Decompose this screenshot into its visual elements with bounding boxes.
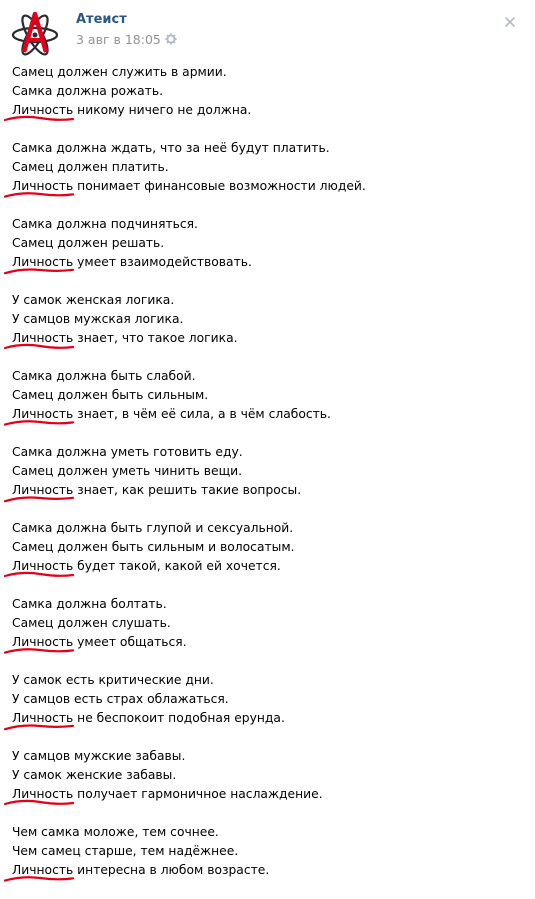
text-line: Самец должен быть сильным и волосатым.: [12, 540, 295, 554]
keyword-lichnost: [12, 253, 73, 272]
text-rest: будет такой, какой ей хочется.: [73, 559, 281, 573]
text-line-highlighted: [12, 633, 522, 652]
text-rest: умеет общаться.: [73, 635, 187, 649]
text-rest: знает, в чём её сила, а в чём слабость.: [73, 407, 331, 421]
keyword-text: Личность: [12, 179, 74, 193]
keyword-text: Личность: [12, 331, 74, 345]
text-line-highlighted: [12, 785, 522, 804]
text-line: Самка должна рожать.: [12, 84, 163, 98]
text-line-highlighted: [12, 253, 522, 272]
keyword-text: Личность: [12, 635, 74, 649]
text-line-highlighted: [12, 329, 522, 348]
text-rest: получает гармоничное наслаждение.: [73, 787, 323, 801]
stanza: [12, 291, 522, 367]
gear-icon[interactable]: [165, 33, 177, 45]
text-line: Самка должна быть глупой и сексуальной.: [12, 521, 294, 535]
post-date[interactable]: 3 авг в 18:05: [76, 31, 161, 47]
stanza: [12, 215, 522, 291]
text-line: Самец должен решать.: [12, 236, 165, 250]
red-underline-mark: [4, 797, 74, 807]
text-line: Самка должна подчиняться.: [12, 217, 198, 231]
keyword-text: Личность: [12, 787, 74, 801]
keyword-text: Личность: [12, 407, 74, 421]
keyword-lichnost: [12, 861, 73, 880]
text-line: У самок женские забавы.: [12, 768, 177, 782]
text-line-highlighted: [12, 481, 522, 500]
text-line: У самцов есть страх облажаться.: [12, 692, 229, 706]
text-line: Самка должна болтать.: [12, 597, 167, 611]
stanza: [12, 367, 522, 443]
stanza: [12, 595, 522, 671]
stanza: [12, 63, 522, 139]
post-header: [0, 0, 535, 60]
text-line: У самок женская логика.: [12, 293, 175, 307]
text-line: Самец должен быть сильным.: [12, 388, 209, 402]
keyword-text: Личность: [12, 483, 74, 497]
keyword-lichnost: [12, 329, 73, 348]
text-line: Самец должен служить в армии.: [12, 65, 227, 79]
red-underline-mark: [4, 873, 74, 883]
text-line: Чем самка моложе, тем сочнее.: [12, 825, 219, 839]
text-line-highlighted: [12, 557, 522, 576]
stanza: [12, 823, 522, 899]
stanza: [12, 747, 522, 823]
red-underline-mark: [4, 569, 74, 579]
keyword-text: Личность: [12, 103, 74, 117]
text-rest: не беспокоит подобная ерунда.: [73, 711, 285, 725]
text-rest: знает, как решить такие вопросы.: [73, 483, 302, 497]
red-underline-mark: [4, 113, 74, 123]
author-name[interactable]: Атеист: [76, 12, 127, 27]
text-line: У самок есть критические дни.: [12, 673, 214, 687]
stanza: [12, 671, 522, 747]
red-underline-mark: [4, 341, 74, 351]
text-line: Самец должен слушать.: [12, 616, 171, 630]
text-line: Самка должна быть слабой.: [12, 369, 196, 383]
text-line: Чем самец старше, тем надёжнее.: [12, 844, 239, 858]
post-text: [12, 63, 522, 899]
keyword-lichnost: [12, 101, 73, 120]
stanza: [12, 519, 522, 595]
red-underline-mark: [4, 721, 74, 731]
text-line-highlighted: [12, 101, 522, 120]
text-line: Самец должен уметь чинить вещи.: [12, 464, 243, 478]
text-line: У самцов мужские забавы.: [12, 749, 186, 763]
text-line: Самка должна ждать, что за неё будут платить.: [12, 141, 330, 155]
text-rest: никому ничего не должна.: [73, 103, 252, 117]
text-line: Самец должен платить.: [12, 160, 169, 174]
red-underline-mark: [4, 645, 74, 655]
keyword-lichnost: [12, 709, 73, 728]
keyword-lichnost: [12, 177, 73, 196]
post-date-row: [76, 31, 177, 47]
text-line-highlighted: [12, 405, 522, 424]
keyword-lichnost: [12, 785, 73, 804]
close-icon[interactable]: [501, 16, 519, 28]
stanza: [12, 443, 522, 519]
text-rest: интересна в любом возрасте.: [73, 863, 270, 877]
keyword-lichnost: [12, 481, 73, 500]
stanza: [12, 139, 522, 215]
text-line-highlighted: [12, 861, 522, 880]
keyword-text: Личность: [12, 255, 74, 269]
keyword-text: Личность: [12, 711, 74, 725]
keyword-lichnost: [12, 557, 73, 576]
text-line-highlighted: [12, 709, 522, 728]
red-underline-mark: [4, 417, 74, 427]
red-underline-mark: [4, 189, 74, 199]
red-underline-mark: [4, 265, 74, 275]
text-line: Самка должна уметь готовить еду.: [12, 445, 243, 459]
keyword-text: Личность: [12, 559, 74, 573]
text-line: У самцов мужская логика.: [12, 312, 184, 326]
text-rest: умеет взаимодействовать.: [73, 255, 252, 269]
text-line-highlighted: [12, 177, 522, 196]
text-rest: знает, что такое логика.: [73, 331, 238, 345]
keyword-text: Личность: [12, 863, 74, 877]
red-underline-mark: [4, 493, 74, 503]
keyword-lichnost: [12, 633, 73, 652]
text-rest: понимает финансовые возможности людей.: [73, 179, 366, 193]
keyword-lichnost: [12, 405, 73, 424]
atom-logo-icon[interactable]: [10, 8, 60, 58]
